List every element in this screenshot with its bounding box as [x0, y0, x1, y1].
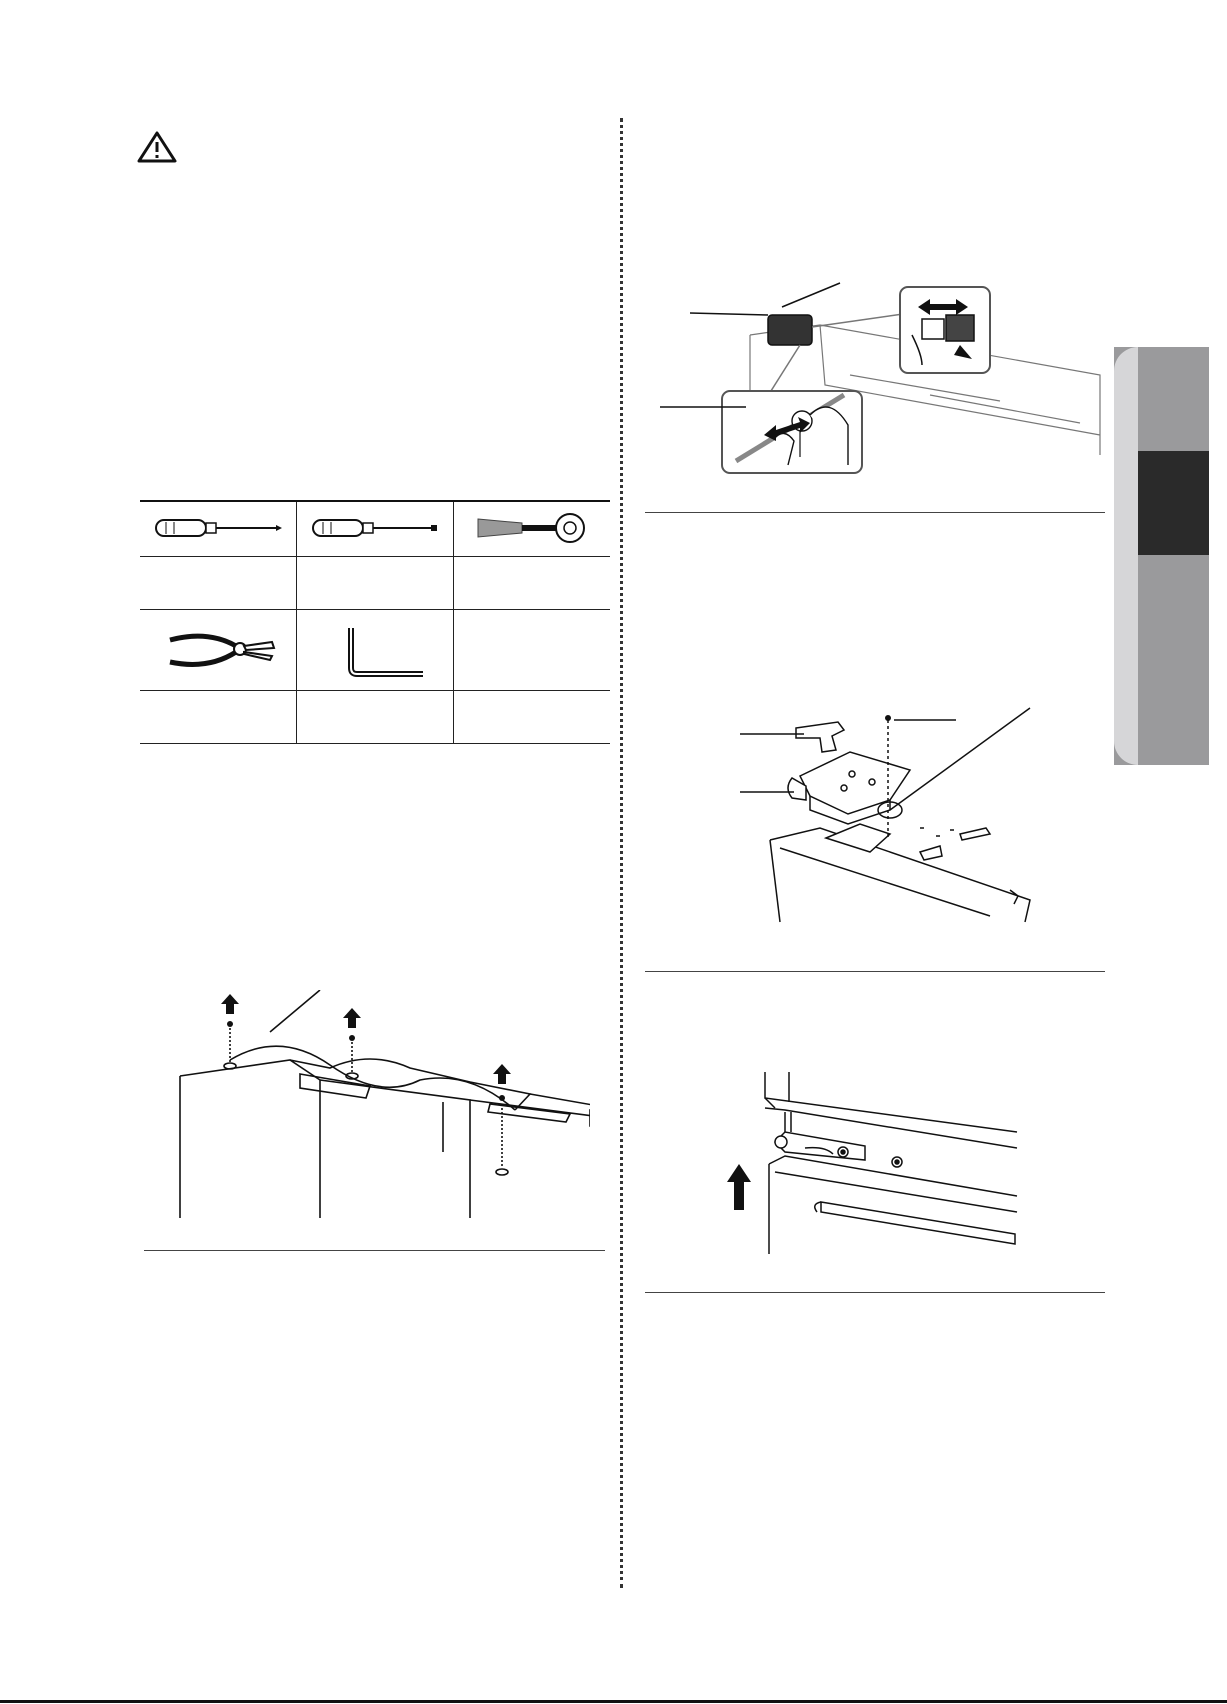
tool-label: [454, 691, 611, 744]
tool-cell-empty: [454, 610, 611, 691]
tools-labels-row-2: [140, 691, 610, 744]
tool-label: [296, 691, 453, 744]
section-rule: [645, 971, 1105, 972]
wire-connector-disconnect-illustration: [660, 275, 1105, 495]
section-rule: [645, 512, 1105, 513]
column-divider: [620, 118, 623, 1588]
flat-screwdriver-icon: [305, 512, 445, 542]
tool-cell: [296, 501, 453, 557]
pliers-icon: [148, 618, 288, 678]
tool-label: [140, 557, 296, 610]
tools-row-2: [140, 610, 610, 691]
section-tab-edge: [1114, 347, 1138, 765]
section-rule: [144, 1250, 605, 1251]
tool-cell: [296, 610, 453, 691]
tools-row-1: [140, 501, 610, 557]
tools-table: [140, 500, 610, 744]
phillips-screwdriver-icon: [148, 512, 288, 542]
tool-label: [140, 691, 296, 744]
tool-label: [296, 557, 453, 610]
top-cover-screws-illustration: [170, 990, 590, 1230]
tool-label: [454, 557, 611, 610]
up-arrow-icon: [727, 1164, 751, 1210]
tool-cell: [140, 501, 296, 557]
page-bottom-rule: [0, 1700, 1227, 1703]
tool-cell: [140, 610, 296, 691]
tool-cell: [454, 501, 611, 557]
warning-triangle-icon: [136, 130, 178, 164]
door-lift-illustration: [725, 1068, 1025, 1256]
upper-hinge-assembly-illustration: [740, 700, 1040, 930]
section-rule: [645, 1292, 1105, 1293]
socket-wrench-icon: [462, 507, 602, 547]
tools-labels-row-1: [140, 557, 610, 610]
hex-key-icon: [305, 618, 445, 678]
